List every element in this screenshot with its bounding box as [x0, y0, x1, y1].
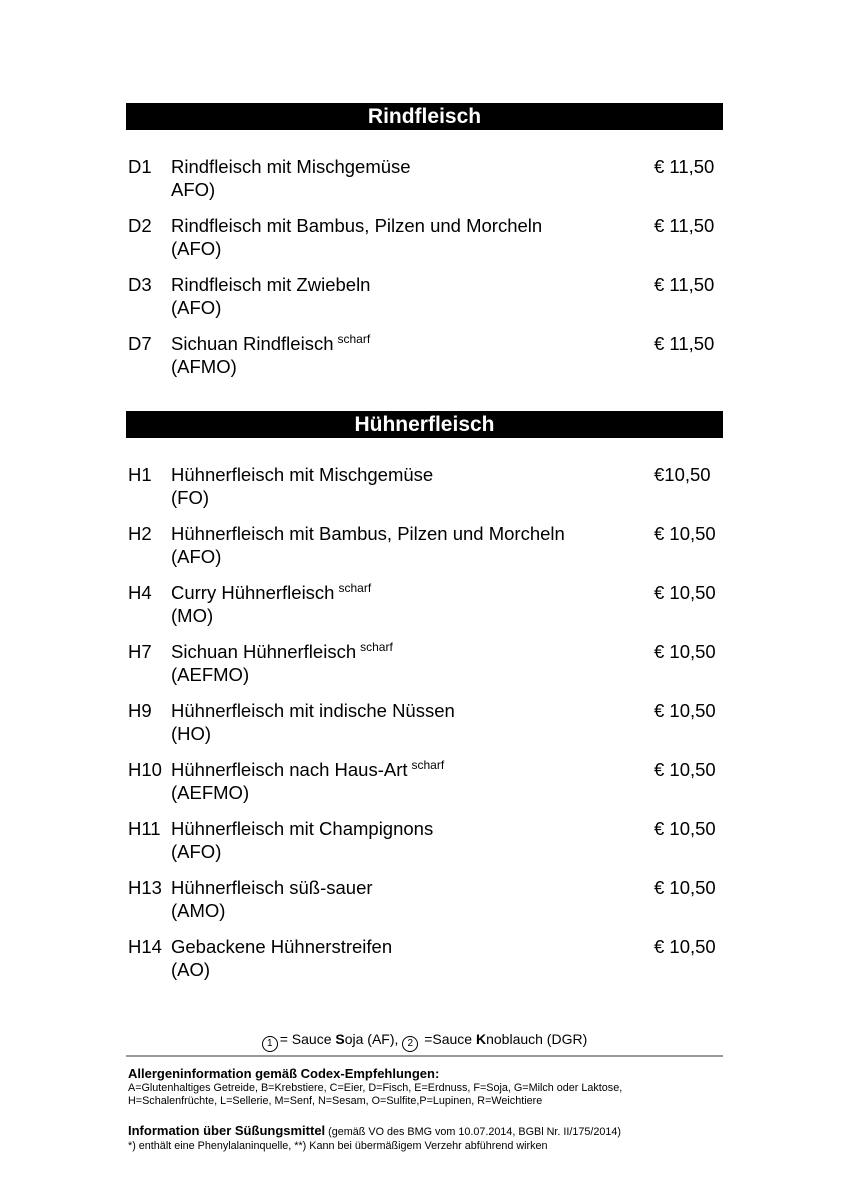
- item-code: D7: [128, 333, 152, 354]
- item-name-text: Sichuan Hühnerfleisch: [171, 641, 357, 662]
- item-name: [171, 273, 370, 296]
- item-allergens: (AFMO): [171, 356, 237, 377]
- menu-section-huehnerfleisch: [128, 463, 728, 994]
- spicy-tag: scharf: [337, 332, 371, 346]
- item-code: H11: [128, 818, 161, 839]
- item-name: [171, 817, 433, 840]
- section-header-rindfleisch: Rindfleisch: [126, 103, 723, 130]
- item-allergens: (HO): [171, 723, 212, 744]
- item-code: H7: [128, 641, 152, 662]
- sauce-legend-bold: K: [475, 1031, 487, 1047]
- item-allergens: (AMO): [171, 900, 226, 921]
- item-code: D3: [128, 274, 152, 295]
- item-code: H9: [128, 700, 152, 721]
- item-allergens: (AFO): [171, 297, 222, 318]
- sweetener-info-line: *) enthält eine Phenylalaninquelle, **) Kann bei übermäßigem Verzehr abführend wirken: [128, 1140, 548, 1152]
- menu-item: [128, 640, 728, 699]
- menu-item: [128, 332, 728, 391]
- item-name: [171, 155, 411, 178]
- item-code: D1: [128, 156, 152, 177]
- sweetener-information: [128, 1123, 728, 1153]
- item-price: € 10,50: [654, 818, 716, 839]
- menu-section-rindfleisch: [128, 155, 728, 391]
- item-price: € 10,50: [654, 582, 716, 603]
- item-code: H13: [128, 877, 162, 898]
- item-name: [171, 935, 392, 958]
- menu-item: [128, 463, 728, 522]
- item-price: € 11,50: [654, 333, 715, 354]
- allergen-info-line: A=Glutenhaltiges Getreide, B=Krebstiere, C=Eier, D=Fisch, E=Erdnuss, F=Soja, G=Milch oder Laktose,: [128, 1082, 623, 1094]
- item-price: € 10,50: [654, 700, 716, 721]
- divider: [126, 1055, 723, 1057]
- item-code: H1: [128, 464, 152, 485]
- item-name-text: Hühnerfleisch mit indische Nüssen: [171, 700, 455, 721]
- item-name-text: Sichuan Rindfleisch: [171, 333, 334, 354]
- item-name-text: Hühnerfleisch süß-sauer: [171, 877, 373, 898]
- item-name: [171, 699, 455, 722]
- item-price: € 11,50: [654, 156, 715, 177]
- item-allergens: (AFO): [171, 546, 222, 567]
- menu-item: [128, 817, 728, 876]
- item-code: H4: [128, 582, 152, 603]
- item-name-text: Rindfleisch mit Bambus, Pilzen und Morcheln: [171, 215, 543, 236]
- item-allergens: (MO): [171, 605, 214, 626]
- item-name: [171, 522, 565, 545]
- sauce-legend-bold: S: [335, 1031, 345, 1047]
- circled-number-2: 2: [402, 1036, 418, 1052]
- spicy-tag: scharf: [338, 581, 372, 595]
- item-code: H2: [128, 523, 152, 544]
- item-name-text: Hühnerfleisch nach Haus-Art: [171, 759, 408, 780]
- spicy-tag: scharf: [411, 758, 445, 772]
- sweetener-info-title: Information über Süßungsmittel: [128, 1123, 326, 1138]
- menu-item: [128, 214, 728, 273]
- item-name: [171, 876, 373, 899]
- item-price: € 10,50: [654, 759, 716, 780]
- menu-item: [128, 522, 728, 581]
- sauce-legend: [126, 1030, 723, 1052]
- item-allergens: AFO): [171, 179, 216, 200]
- item-name-text: Hühnerfleisch mit Bambus, Pilzen und Morcheln: [171, 523, 565, 544]
- allergen-info-title: Allergeninformation gemäß Codex-Empfehlungen:: [128, 1066, 440, 1081]
- item-price: € 10,50: [654, 877, 716, 898]
- menu-item: [128, 876, 728, 935]
- item-price: €10,50: [654, 464, 711, 485]
- item-price: € 11,50: [654, 215, 715, 236]
- sauce-legend-text: = Sauce: [279, 1031, 336, 1047]
- item-name-text: Rindfleisch mit Zwiebeln: [171, 274, 371, 295]
- item-allergens: (AFO): [171, 841, 222, 862]
- menu-item: [128, 155, 728, 214]
- spicy-tag: scharf: [360, 640, 393, 654]
- item-name-text: Hühnerfleisch mit Champignons: [171, 818, 434, 839]
- item-allergens: (AO): [171, 959, 211, 980]
- item-name: [171, 214, 542, 237]
- item-name-text: Hühnerfleisch mit Mischgemüse: [171, 464, 434, 485]
- menu-item: [128, 935, 728, 994]
- allergen-information: [128, 1066, 728, 1108]
- menu-item: [128, 581, 728, 640]
- item-name-text: Curry Hühnerfleisch: [171, 582, 335, 603]
- menu-item: [128, 273, 728, 332]
- item-name-text: Gebackene Hühnerstreifen: [171, 936, 393, 957]
- item-allergens: (AEFMO): [171, 782, 250, 803]
- sweetener-info-heading: [128, 1123, 728, 1140]
- item-name-text: Rindfleisch mit Mischgemüse: [171, 156, 411, 177]
- item-allergens: (AEFMO): [171, 664, 250, 685]
- item-code: H10: [128, 759, 162, 780]
- item-price: € 10,50: [654, 936, 716, 957]
- sauce-legend-text: noblauch (DGR): [486, 1031, 588, 1047]
- item-code: H14: [128, 936, 162, 957]
- section-header-huehnerfleisch: Hühnerfleisch: [126, 411, 723, 438]
- item-code: D2: [128, 215, 152, 236]
- sauce-legend-text: oja (AF),: [344, 1031, 403, 1047]
- item-name: [171, 463, 433, 486]
- item-price: € 10,50: [654, 523, 716, 544]
- item-price: € 10,50: [654, 641, 716, 662]
- item-price: € 11,50: [654, 274, 715, 295]
- sauce-legend-text: =Sauce: [420, 1031, 476, 1047]
- menu-item: [128, 758, 728, 817]
- circled-number-1: 1: [262, 1036, 278, 1052]
- item-allergens: (FO): [171, 487, 210, 508]
- menu-item: [128, 699, 728, 758]
- allergen-info-line: H=Schalenfrüchte, L=Sellerie, M=Senf, N=Sesam, O=Sulfite,P=Lupinen, R=Weichtiere: [128, 1095, 543, 1107]
- sweetener-info-reference: (gemäß VO des BMG vom 10.07.2014, BGBl Nr. II/175/2014): [325, 1126, 622, 1138]
- item-allergens: (AFO): [171, 238, 222, 259]
